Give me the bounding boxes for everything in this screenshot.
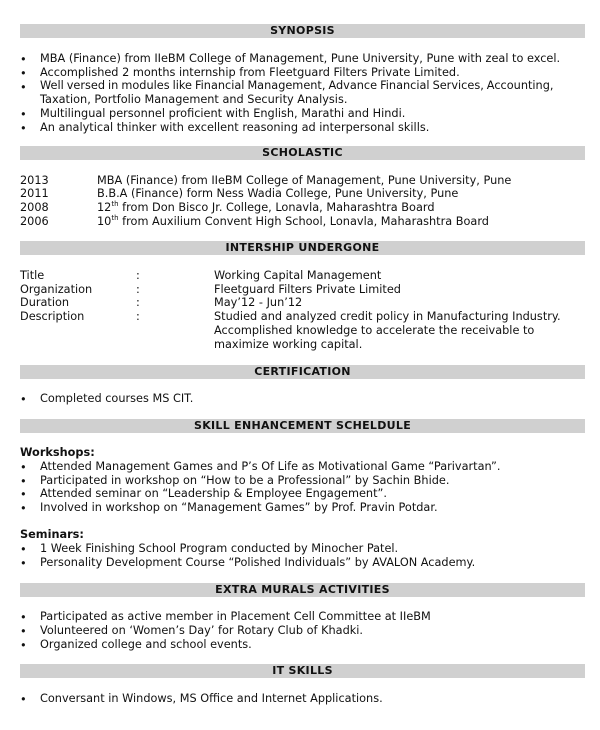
bullet: • [20,625,27,638]
bullet: • [20,557,27,570]
skill-header: SKILL ENHANCEMENT SCHELDULE [20,419,585,433]
internship-separator: : [136,296,140,309]
bullet: • [20,81,27,94]
workshop-item: Attended seminar on “Leadership & Employee Engagement”. [40,487,387,500]
workshop-item: Involved in workshop on “Management Games” by Prof. Pravin Potdar. [40,501,438,514]
bullet: • [20,611,27,624]
synopsis-item: Accomplished 2 months internship from Fleetguard Filters Private Limited. [40,66,460,79]
extra-item: Organized college and school events. [40,638,252,651]
internship-label: Description [20,310,85,323]
bullet: • [20,475,27,488]
scholastic-detail: B.B.A (Finance) form Ness Wadia College, Pune University, Pune [97,187,459,200]
it-item: Conversant in Windows, MS Office and Internet Applications. [40,692,383,705]
scholastic-header: SCHOLASTIC [20,146,585,160]
extra-header: EXTRA MURALS ACTIVITIES [20,583,585,597]
scholastic-year: 2011 [20,187,49,200]
scholastic-year: 2006 [20,215,49,228]
internship-label: Title [20,269,45,282]
seminar-item: 1 Week Finishing School Program conducted by Minocher Patel. [40,542,399,555]
bullet: • [20,693,27,706]
bullet: • [20,502,27,515]
internship-description-line: Accomplished knowledge to accelerate the receivable to [214,324,535,337]
certification-header: CERTIFICATION [20,365,585,379]
extra-item: Volunteered on ‘Women’s Day’ for Rotary Club of Khadki. [40,624,364,637]
bullet: • [20,393,27,406]
seminars-label: Seminars: [20,528,84,541]
bullet: • [20,543,27,556]
bullet: • [20,53,27,66]
scholastic-year: 2008 [20,201,49,214]
workshop-item: Participated in workshop on “How to be a Professional” by Sachin Bhide. [40,474,450,487]
certification-item: Completed courses MS CIT. [40,392,194,405]
internship-value: Studied and analyzed credit policy in Manufacturing Industry. [214,310,561,323]
scholastic-detail: 10th from Auxilium Convent High School, Lonavla, Maharashtra Board [97,214,489,228]
synopsis-item: Multilingual personnel proficient with English, Marathi and Hindi. [40,107,406,120]
workshop-item: Attended Management Games and P’s Of Life as Motivational Game “Parivartan”. [40,460,501,473]
scholastic-detail: MBA (Finance) from IIeBM College of Management, Pune University, Pune [97,174,512,187]
it-header: IT SKILLS [20,664,585,678]
synopsis-item-justified: Well versed in modules like Financial Management, Advance Financial Services, Accounting, [40,79,554,92]
internship-label: Duration [20,296,70,309]
synopsis-item-continued: Taxation, Portfolio Management and Security Analysis. [40,93,348,106]
bullet: • [20,488,27,501]
workshops-label: Workshops: [20,446,95,459]
internship-header: INTERSHIP UNDERGONE [20,241,585,255]
bullet: • [20,461,27,474]
scholastic-year: 2013 [20,174,49,187]
synopsis-item: An analytical thinker with excellent reasoning ad interpersonal skills. [40,121,430,134]
synopsis-item: MBA (Finance) from IIeBM College of Management, Pune University, Pune with zeal to excel. [40,52,561,65]
internship-label: Organization [20,283,93,296]
internship-value: May’12 - Jun’12 [214,296,303,309]
seminar-item: Personality Development Course “Polished Individuals” by AVALON Academy. [40,556,476,569]
scholastic-detail: 12th from Don Bisco Jr. College, Lonavla, Maharashtra Board [97,200,435,214]
internship-description-line: maximize working capital. [214,338,363,351]
synopsis-header: SYNOPSIS [20,24,585,38]
bullet: • [20,639,27,652]
bullet: • [20,108,27,121]
internship-separator: : [136,269,140,282]
internship-value: Working Capital Management [214,269,382,282]
extra-item: Participated as active member in Placement Cell Committee at IIeBM [40,610,431,623]
bullet: • [20,122,27,135]
internship-value: Fleetguard Filters Private Limited [214,283,401,296]
internship-separator: : [136,310,140,323]
bullet: • [20,67,27,80]
internship-separator: : [136,283,140,296]
